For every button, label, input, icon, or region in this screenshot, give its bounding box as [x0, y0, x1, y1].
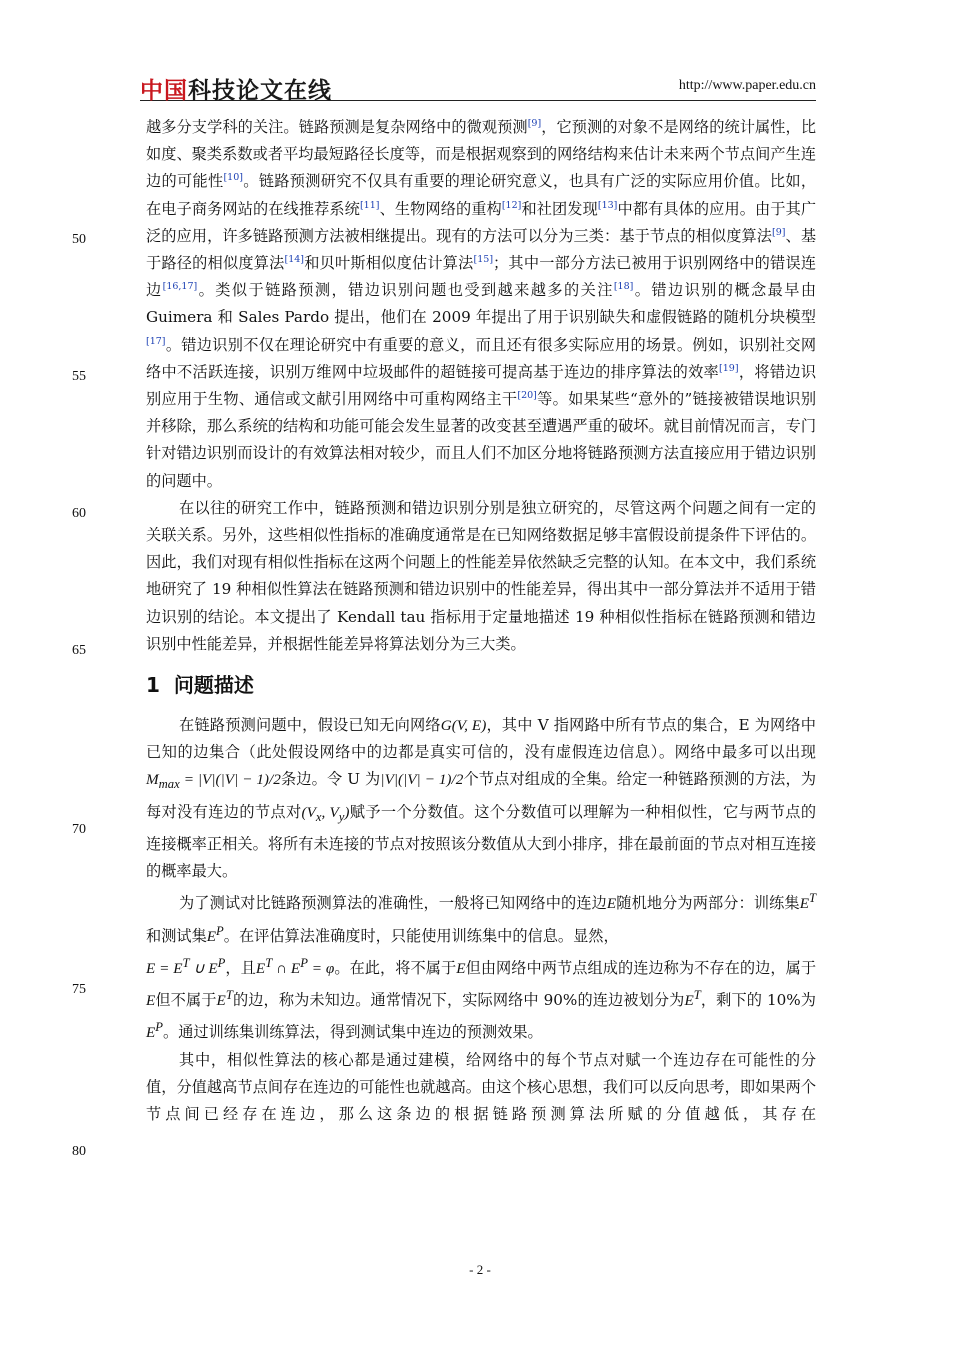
text-span: ，它预测的对象不是网络的统计属性，比如度、聚类系数或者平均最短路径长度等，而是根据观察到的网络结构来估计未来两个节点间产生连边的可能性	[146, 118, 817, 191]
line-number: 80	[72, 1144, 86, 1159]
line-number: 60	[72, 506, 86, 521]
text-span: ，且	[225, 958, 256, 977]
citation[interactable]: [9]	[527, 117, 542, 129]
text-span: 个节点对组成的全集。给定一种链路预测的方法，为每对没有连边的节点对	[146, 770, 817, 821]
math-test-set	[206, 923, 224, 945]
paragraph-train-test-split	[146, 885, 816, 1046]
text-span: 和测试集	[146, 926, 207, 945]
citation[interactable]: [10]	[223, 172, 243, 184]
math-superscript: P	[217, 955, 226, 970]
math-symbol: E	[146, 1024, 156, 1042]
math-mmax	[146, 771, 281, 792]
text-span: 等。如果某些“意外的”链接被错误地识别并移除，那么系统的结构和功能可能会发生显著的改变甚至遭遇严重的破坏。就目前情况而言，专门针对错边识别而设计的有效算法相对较少，而且人们不加区分地将链路预测方法直接应用于错边识别的问题中。	[146, 390, 817, 490]
math-train-set	[684, 988, 701, 1010]
text-span: 。在评估算法准确度时，只能使用训练集中的信息。显然，	[223, 926, 619, 945]
math-union	[146, 955, 226, 977]
math-node-pair	[301, 803, 350, 824]
math-subscript: x	[315, 809, 322, 824]
math-superscript: P	[216, 923, 224, 938]
text-span: 和贝叶斯相似度估计算法	[304, 254, 474, 273]
line-number: 65	[72, 643, 86, 658]
citation[interactable]: [15]	[473, 253, 494, 265]
citation[interactable]: [9]	[772, 226, 786, 238]
math-test-set	[146, 1020, 164, 1042]
text-span: 。类似于链路预测，错边识别问题也受到越来越多的关注	[197, 281, 614, 300]
citation[interactable]: [19]	[719, 362, 739, 374]
page-number: - 2 -	[469, 1262, 491, 1277]
line-number: 55	[72, 369, 86, 384]
text-span: 。在此，将不属于	[334, 958, 457, 977]
section-title: 问题描述	[173, 673, 254, 698]
math-symbol: E	[206, 927, 217, 945]
text-span: 。链路预测研究不仅具有重要的理论研究意义，也具有广泛的实际应用价值。比如，在电子商务网站的在线推荐系统	[146, 172, 817, 218]
math-train-set	[799, 891, 817, 913]
math-symbol: )	[344, 803, 350, 821]
citation[interactable]: [17]	[146, 335, 166, 347]
text-span: ；其中一部分方法已被用于识别网络中的错误连边	[146, 254, 817, 300]
math-symbol: E	[799, 895, 809, 913]
text-span: 越多分支学科的关注。链路预测是复杂网络中的微观预测	[146, 118, 528, 136]
math-symbol: E	[606, 895, 617, 913]
math-symbol: E	[255, 959, 266, 977]
math-symbol: = φ	[307, 959, 335, 977]
journal-logo	[140, 72, 332, 105]
text-span: 。错边识别的概念最早由 Guimera 和 Sales Pardo 提出，他们在 2009 年提出了用于识别缺失和虚假链路的随机分块模型	[146, 281, 817, 327]
text-span: 随机地分为两部分：训练集	[616, 894, 800, 913]
text-span: 条边。令 U 为	[280, 770, 381, 789]
math-symbol: E	[456, 959, 466, 977]
text-span: ，剩下的 10%为	[700, 991, 816, 1010]
math-symbol: , V	[321, 803, 339, 821]
page-header	[140, 72, 816, 104]
citation[interactable]: [13]	[597, 199, 618, 211]
citation[interactable]: [11]	[359, 199, 380, 211]
math-superscript: P	[300, 955, 308, 970]
math-subscript: max	[158, 777, 180, 792]
header-url[interactable]: http://www.paper.edu.cn	[678, 78, 816, 93]
text-span: 为了测试对比链路预测算法的准确性，一般将已知网络中的连边	[179, 894, 607, 913]
math-symbol: (V	[301, 803, 316, 821]
section-number: 1	[146, 673, 160, 698]
math-symbol: E	[216, 992, 226, 1010]
paragraph-motivation: 在以往的研究工作中，链路预测和错边识别分别是独立研究的，尽管这两个问题之间有一定的关联关系。另外，这些相似性指标的准确度通常是在已知网络数据足够丰富假设前提条件下评估的。因此，我们对现有相似性指标在这两个问题上的性能差异依然缺乏完整的认知。在本文中，我们系统地研究了 19 种相似性算法在链路预测和错边识别中的性能差异，得出其中一部分算法并不适用于错边识别的结论。本文提出了 Kendall tau 指标用于定量地描述 19 种相似性指标在链路预测和错边识别中性能差异，并根据性能差异将算法划分为三大类。	[146, 498, 816, 653]
citation[interactable]: [20]	[517, 389, 537, 401]
line-number: 70	[72, 822, 86, 837]
paper-body	[146, 114, 816, 1128]
math-graph: G(V, E)	[440, 717, 487, 735]
math-superscript: T	[182, 955, 190, 970]
math-expression: = |V|(|V| − 1)/2	[179, 771, 281, 789]
math-train-set	[216, 988, 233, 1010]
text-span: 赋予一个分数值。这个分数值可以理解为一种相似性，它与两节点的连接概率正相关。将所有未连接的节点对按照该分数值从大到小排序，排在最前面的节点对相互连接的概率最大。	[146, 802, 817, 881]
logo-dark-text: 科技论文在线	[188, 78, 332, 104]
section-heading	[146, 668, 816, 702]
text-span: 。通过训练集训练算法，得到测试集中连边的预测效果。	[163, 1023, 543, 1042]
math-symbol: E	[684, 992, 694, 1010]
text-span: 和社团发现	[521, 199, 598, 218]
logo-red-text: 中国	[140, 78, 188, 104]
paragraph-core-idea: 其中，相似性算法的核心都是通过建模，给网络中的每个节点对赋一个连边存在可能性的分值，分值越高节点间存在连边的可能性也就越高。由这个核心思想，我们可以反向思考，即如果两个节点间已经存在连边，那么这条边的根据链路预测算法所赋的分值越低，其存在	[146, 1050, 816, 1124]
text-span: ，其中 V 指网路中所有节点的集合，E 为网络中已知的边集合（此处假设网络中的边都是真实可信的，没有虚假连边信息）。网络中最多可以出现	[146, 716, 816, 762]
math-superscript: T	[693, 988, 701, 1003]
text-span: 。错边识别不仅在理论研究中有重要的意义，而且还有很多实际应用的场景。例如，识别社交网络中不活跃连接，识别万维网中垃圾邮件的超链接可提高基于连边的排序算法的效率	[146, 335, 816, 381]
paragraph-intro-continued	[146, 114, 816, 495]
text-span: 但不属于	[155, 991, 217, 1010]
text-span: 在链路预测问题中，假设已知无向网络	[179, 716, 441, 735]
math-symbol: E	[146, 992, 156, 1010]
math-superscript: T	[265, 955, 273, 970]
text-span: ，将错边识别应用于生物、通信或文献引用网络中可重构网络主干	[146, 362, 817, 409]
math-u: |V|(|V| − 1)/2	[380, 771, 464, 789]
math-superscript: P	[155, 1020, 164, 1035]
math-symbol: ∪ E	[189, 959, 218, 977]
text-span: 的边，称为未知边。通常情况下，实际网络中 90%的连边被划分为	[232, 991, 685, 1010]
math-subscript: y	[338, 809, 345, 824]
line-number: 50	[72, 232, 86, 247]
paragraph-problem-definition	[146, 712, 816, 885]
citation[interactable]: [12]	[501, 199, 522, 211]
citation[interactable]: [14]	[284, 253, 305, 265]
math-symbol: ∩ E	[272, 959, 301, 977]
math-symbol: M	[146, 771, 159, 789]
math-superscript: T	[808, 891, 817, 906]
math-superscript: T	[225, 988, 233, 1003]
citation[interactable]: [16,17]	[162, 281, 198, 293]
math-symbol: E = E	[146, 959, 183, 977]
text-span: 、基于路径的相似度算法	[146, 226, 817, 273]
text-span: 但由网络中两节点组成的连边称为不存在的边，属于	[465, 958, 817, 977]
citation[interactable]: [18]	[613, 281, 634, 293]
text-span: 、生物网络的重构	[379, 199, 502, 218]
line-number: 75	[72, 982, 86, 997]
math-intersection	[255, 955, 335, 977]
text-span: 中都有具体的应用。由于其广泛的应用，许多链路预测方法被相继提出。现有的方法可以分为三类：基于节点的相似度算法	[146, 199, 817, 245]
